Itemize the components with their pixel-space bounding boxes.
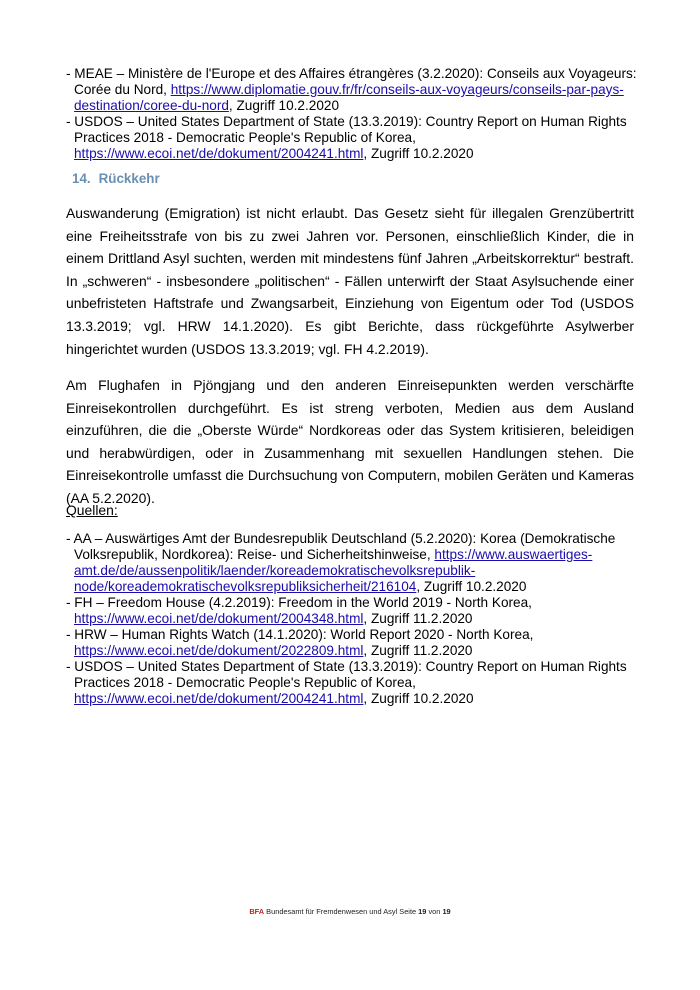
body-paragraph: Auswanderung (Emigration) ist nicht erlaubt. Das Gesetz sieht für illegalen Grenzübertritt eine Freiheitsstrafe von bis zu zwei Jahren vor. Personen, einschließlich Kinder, die in einem Drittland Asyl suchten, werden mit mindestens fünf Jahren „Arbeitskorrektur“ bestraft. In „schweren“ - insbesondere „politischen“ - Fällen unterwirft der Staat Asylsuchende einer unbefristeten Haftstrafe und Zwangsarbeit, Einziehung von Eigentum oder Tod (USDOS 13.3.2019; vgl. HRW 14.1.2020). Es gibt Berichte, dass rückgeführte Asylwerber hingerichtet wurden (USDOS 13.3.2019; vgl. FH 4.2.2019). — [66, 205, 634, 357]
source-item: - AA – Auswärtiges Amt der Bundesrepublik Deutschland (5.2.2020): Korea (Demokratische Volksrepublik, Nordkorea): Reise- und Sicherheitshinweise, https://www.auswaertiges-amt.de/de/aussenpolitik/laender/koreademokratischevolksrepublik-node/koreademokratischevolksrepubliksicherheit/216104, Zugriff 10.2.2020 — [66, 531, 616, 594]
bfa-logo-text: BFA — [249, 907, 265, 916]
source-item: - USDOS – United States Department of State (13.3.2019): Country Report on Human Rights Practices 2018 - Democratic People's Republic of Korea, https://www.ecoi.net/de/dokument/2004241.html, Zugriff 10.2.2020 — [66, 659, 627, 706]
reference-item: - MEAE – Ministère de l'Europe et des Affaires étrangères (3.2.2020): Conseils aux Voyageurs: Corée du Nord, https://www.diplomatie.gouv.fr/fr/conseils-aux-voyageurs/conseils-par-pays-destination/coree-du-nord, Zugriff 10.2.2020 — [66, 66, 637, 113]
source-link[interactable]: https://www.ecoi.net/de/dokument/2022809.html — [74, 643, 364, 658]
section-number: 14. — [72, 171, 91, 186]
source-item: - HRW – Human Rights Watch (14.1.2020): World Report 2020 - North Korea, https://www.ecoi.net/de/dokument/2022809.html, Zugriff 11.2.2020 — [66, 627, 534, 658]
reference-link[interactable]: https://www.ecoi.net/de/dokument/2004241.html — [74, 146, 364, 161]
source-link[interactable]: https://www.ecoi.net/de/dokument/2004348.html — [74, 611, 364, 626]
reference-item: - USDOS – United States Department of State (13.3.2019): Country Report on Human Rights Practices 2018 - Democratic People's Republic of Korea, https://www.ecoi.net/de/dokument/2004241.html, Zugriff 10.2.2020 — [66, 114, 627, 161]
source-item: - FH – Freedom House (4.2.2019): Freedom in the World 2019 - North Korea, https://www.ecoi.net/de/dokument/2004348.html, Zugriff 11.2.2020 — [66, 595, 532, 626]
sources-label: Quellen: — [66, 502, 118, 518]
page-total: 19 — [442, 907, 451, 916]
page-number: 19 — [418, 907, 427, 916]
top-reference-list — [66, 66, 646, 162]
page-footer: BFA Bundesamt für Fremdenwesen und Asyl Seite 19 von 19 — [249, 907, 451, 916]
source-link[interactable]: https://www.auswaertiges-amt.de/de/aussenpolitik/laender/koreademokratischevolksrepublik-node/koreademokratischevolksrepubliksicherheit/216104 — [74, 547, 593, 594]
reference-link[interactable]: https://www.diplomatie.gouv.fr/fr/conseils-aux-voyageurs/conseils-par-pays-destination/coree-du-nord — [74, 82, 624, 113]
section-title: Rückkehr — [98, 171, 160, 186]
sources-list — [66, 531, 646, 707]
section-heading — [66, 171, 160, 186]
source-link[interactable]: https://www.ecoi.net/de/dokument/2004241.html — [74, 691, 364, 706]
body-paragraph: Am Flughafen in Pjöngjang und den anderen Einreisepunkten werden verschärfte Einreisekontrollen durchgeführt. Es ist streng verboten, Medien aus dem Ausland einzuführen, die die „Oberste Würde“ Nordkoreas oder das System kritisieren, beleidigen und herabwürdigen, oder in Zusammenhang mit sexuellen Handlungen stehen. Die Einreisekontrolle umfasst die Durchsuchung von Computern, mobilen Geräten und Kameras (AA 5.2.2020). — [66, 377, 634, 506]
